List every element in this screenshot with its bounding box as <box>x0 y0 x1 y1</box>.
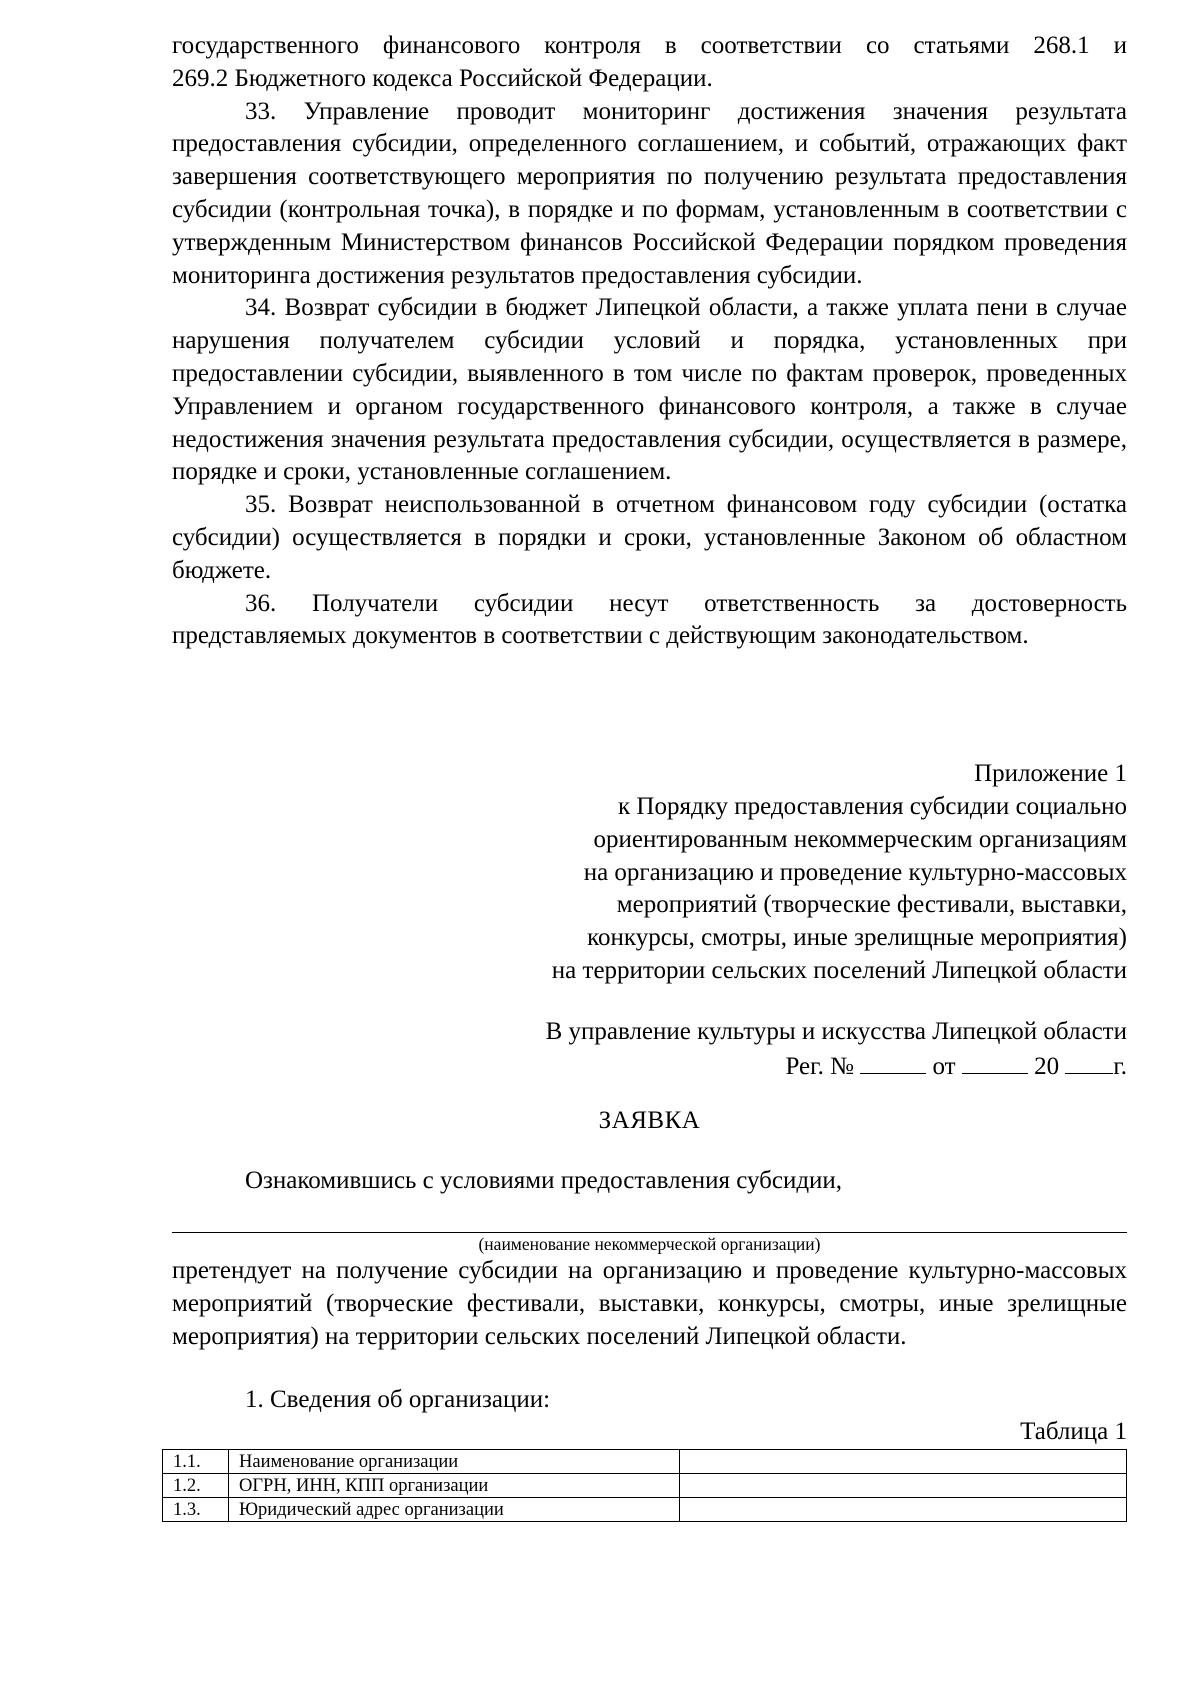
reg-date-blank[interactable] <box>962 1049 1028 1074</box>
row-value-cell[interactable] <box>680 1474 1127 1498</box>
organization-info-table-wrap <box>162 1449 1127 1522</box>
organization-info-table <box>162 1449 1127 1522</box>
paragraph-35: 35. Возврат неиспользованной в отчетном финансовом году субсидии (остатка субсидии) осуществляется в порядки и сроки, установленные Законом об областном бюджете. <box>172 491 1127 584</box>
reg-number-label: Рег. № <box>785 1052 854 1080</box>
appendix-header <box>172 758 1127 988</box>
reg-from-label: от <box>932 1052 956 1080</box>
row-label: ОГРН, ИНН, КПП организации <box>229 1474 680 1498</box>
section-1-heading: 1. Сведения об организации: <box>245 1385 551 1413</box>
reg-number-blank[interactable] <box>860 1049 926 1074</box>
addressee-block <box>172 1016 1127 1049</box>
appendix-line: конкурсы, смотры, иные зрелищные мероприятия) <box>587 924 1127 952</box>
addressee-line: В управление культуры и искусства Липецкой области <box>545 1017 1127 1045</box>
paragraph-36: 36. Получатели субсидии несут ответственность за достоверность представляемых документов в соответствии с действующим законодательством. <box>172 589 1127 650</box>
table-row <box>163 1450 1127 1474</box>
table-row <box>163 1498 1127 1522</box>
appendix-line: к Порядку предоставления субсидии социально <box>618 792 1127 820</box>
reg-year-blank[interactable] <box>1065 1049 1113 1074</box>
appendix-line: на организацию и проведение культурно-массовых <box>583 858 1127 886</box>
organization-name-line[interactable] <box>172 1206 1127 1233</box>
reg-year-label: 20 <box>1034 1052 1060 1080</box>
row-number: 1.1. <box>163 1450 229 1474</box>
paragraph-continuation <box>172 30 1127 96</box>
text-line: государственного финансового контроля в соответствии со статьями 268.1 и <box>172 32 1127 59</box>
form-title: ЗАЯВКА <box>598 1107 701 1135</box>
row-label: Юридический адрес организации <box>229 1498 680 1522</box>
row-number: 1.2. <box>163 1474 229 1498</box>
text-line: 269.2 Бюджетного кодекса Российской Федерации. <box>172 64 713 92</box>
appendix-line: мероприятий (творческие фестивали, выставки, <box>616 891 1127 919</box>
appendix-line: на территории сельских поселений Липецкой области <box>551 956 1127 984</box>
form-claim-paragraph: претендует на получение субсидии на организацию и проведение культурно-массовых мероприятий (творческие фестивали, выставки, конкурсы, смотры, иные зрелищные мероприятия) на территории сельских поселений Липецкой области. <box>172 1257 1127 1350</box>
table-label: Таблица 1 <box>1020 1418 1127 1446</box>
registration-line <box>172 1049 1127 1084</box>
appendix-line: ориентированным некоммерческим организациям <box>593 825 1127 853</box>
row-label: Наименование организации <box>229 1450 680 1474</box>
paragraph-34: 34. Возврат субсидии в бюджет Липецкой области, а также уплата пени в случае нарушения получателем субсидии условий и порядка, установленных при предоставлении субсидии, выявленного в том числе по фактам проверок, проведенных Управлением и органом государственного финансового контроля, а также в случае недостижения значения результата предоставления субсидии, осуществляется в размере, порядке и сроки, установленные соглашением. <box>172 294 1127 486</box>
paragraph-33: 33. Управление проводит мониторинг достижения значения результата предоставления субсидии, определенного соглашением, и событий, отражающих факт завершения соответствующего мероприятия по получению результата предоставления субсидии (контрольная точка), в порядке и по формам, установленным в соответствии с утвержденным Министерством финансов Российской Федерации порядком проведения мониторинга достижения результатов предоставления субсидии. <box>172 97 1127 289</box>
form-intro: Ознакомившись с условиями предоставления субсидии, <box>245 1167 843 1195</box>
appendix-line: Приложение 1 <box>974 760 1127 788</box>
row-value-cell[interactable] <box>680 1498 1127 1522</box>
reg-year-suffix: г. <box>1113 1052 1127 1080</box>
row-value-cell[interactable] <box>680 1450 1127 1474</box>
document-body <box>172 30 1127 1522</box>
table-row <box>163 1474 1127 1498</box>
organization-name-caption: (наименование некоммерческой организации) <box>478 1234 821 1255</box>
row-number: 1.3. <box>163 1498 229 1522</box>
